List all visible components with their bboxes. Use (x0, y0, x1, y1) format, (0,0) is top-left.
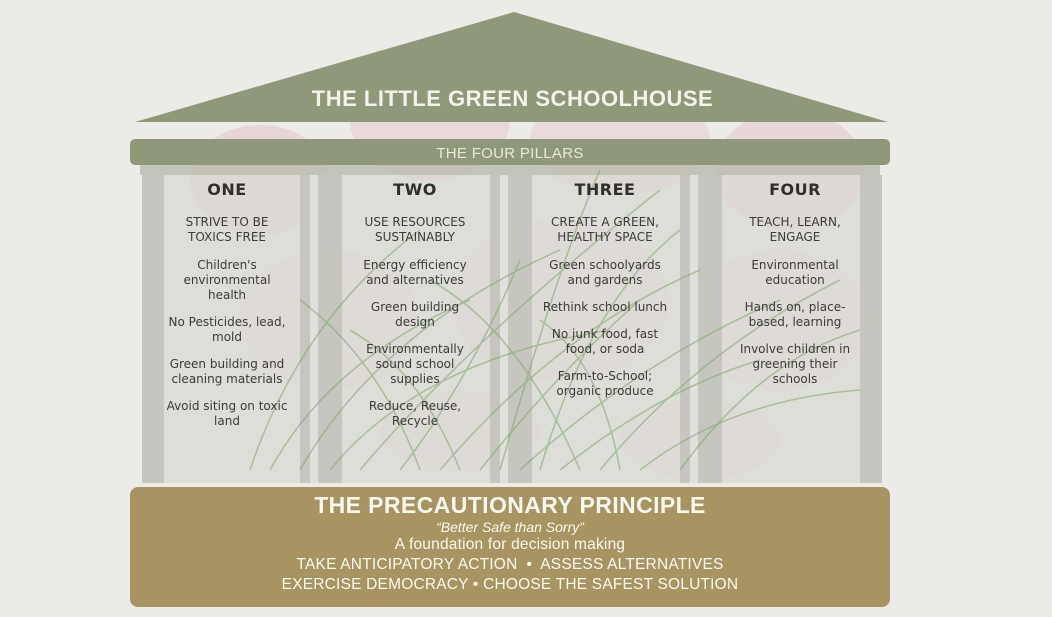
foundation-motto: “Better Safe than Sorry” (436, 519, 584, 535)
pillar-item: Environmental education (751, 258, 839, 287)
foundation-line: A foundation for decision making (394, 536, 626, 553)
pillar-item: Avoid siting on toxic land (166, 399, 288, 428)
pillar-item: Green building design (370, 300, 460, 329)
pillar-item: Energy efficiency and alternatives (363, 258, 467, 287)
pillar-goal: TEACH, LEARN, ENGAGE (749, 215, 841, 244)
foundation-title: THE PRECAUTIONARY PRINCIPLE (314, 492, 706, 518)
foundation-text (130, 491, 890, 595)
pillar-three (530, 180, 680, 411)
pillar-item: Rethink school lunch (542, 300, 668, 314)
pillar-item: Green building and cleaning materials (169, 357, 285, 386)
pillar-heading: THREE (574, 180, 636, 199)
diagram-subtitle: THE FOUR PILLARS (436, 145, 584, 162)
pillar-goal: USE RESOURCES SUSTAINABLY (364, 215, 466, 244)
pillar-item: Reduce, Reuse, Recycle (368, 399, 462, 428)
pillar-item: No Pesticides, lead, mold (168, 315, 286, 344)
pillar-item: Environmentally sound school supplies (366, 342, 464, 386)
pillar-item: Hands on, place-based, learning (744, 300, 846, 329)
pillar-item: Children's environmental health (183, 258, 271, 302)
pillar-heading: ONE (207, 180, 247, 199)
pillar-four (720, 180, 870, 399)
pillar-heading: FOUR (769, 180, 821, 199)
pillar-two (340, 180, 490, 441)
diagram-title: THE LITTLE GREEN SCHOOLHOUSE (311, 86, 714, 111)
pillar-one (152, 180, 302, 441)
pillar-goal: STRIVE TO BE TOXICS FREE (185, 215, 269, 244)
pillar-item: Green schoolyards and gardens (549, 258, 661, 287)
pillar-item: No junk food, fast food, or soda (551, 327, 659, 356)
pillar-goal: CREATE A GREEN, HEALTHY SPACE (551, 215, 659, 244)
foundation-line: EXERCISE DEMOCRACY • CHOOSE THE SAFEST SOLUTION (281, 576, 739, 593)
foundation-line: TAKE ANTICIPATORY ACTION • ASSESS ALTERNATIVES (296, 556, 724, 573)
pillar-item: Farm-to-School; organic produce (556, 369, 654, 398)
pillar-heading: TWO (393, 180, 437, 199)
pillar-item: Involve children in greening their schools (739, 342, 851, 386)
